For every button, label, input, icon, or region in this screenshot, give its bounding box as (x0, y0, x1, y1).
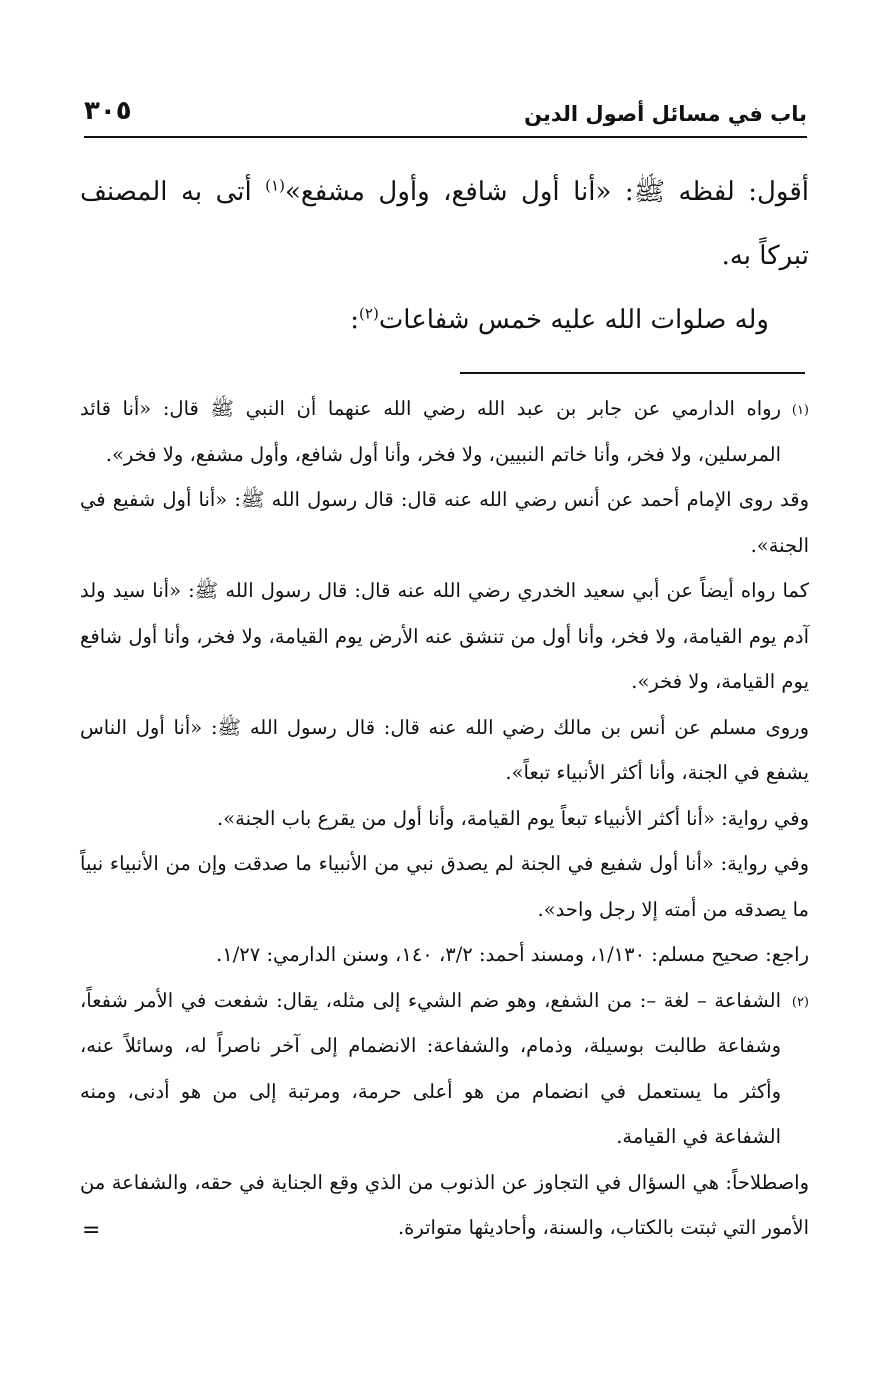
running-title: باب في مسائل أصول الدين (524, 102, 807, 126)
footnote-paragraph: كما رواه أيضاً عن أبي سعيد الخدري رضي الله عنه قال: قال رسول الله ﷺ: «أنا سيد ولد آدم يوم القيامة، ولا فخر، وأنا أول من تنشق عنه الأرض يوم القيامة، ولا فخر، وأنا أول شافع يوم القيامة، ولا فخر». (80, 579, 809, 693)
footnote-paragraph: وفي رواية: «أنا أكثر الأنبياء تبعاً يوم القيامة، وأنا أول من يقرع باب الجنة». (217, 806, 809, 830)
footnote-paragraph: واصطلاحاً: هي السؤال في التجاوز عن الذنوب من الذي وقع الجناية في حقه، والشفاعة من الأمور التي ثبتت بالكتاب، والسنة، وأحاديثها متواترة. (80, 1170, 809, 1239)
footnote-paragraph: وفي رواية: «أنا أول شفيع في الجنة لم يصدق نبي من الأنبياء ما صدقت وإن من الأنبياء نبياً ما يصدقه من أمته إلا رجل واحد». (80, 852, 809, 921)
page-number: ٣٠٥ (84, 96, 132, 126)
footnote-paragraph: وروى مسلم عن أنس بن مالك رضي الله عنه قال: قال رسول الله ﷺ: «أنا أول الناس يشفع في الجنة، وأنا أكثر الأنبياء تبعاً». (80, 715, 809, 784)
footnote-marker: (١) (791, 403, 809, 418)
footnote-paragraph: راجع: صحيح مسلم: ١/١٣٠، ومسند أحمد: ٣/٢، ١٤٠، وسنن الدارمي: ١/٢٧. (216, 943, 809, 966)
main-paragraph: أقول: لفظه ﷺ: «أنا أول شافع، وأول مشفع»$^{(١)}$ أتى به المصنف تبركاً به. (80, 176, 809, 271)
footnotes (80, 386, 809, 1251)
footnote-paragraph: الشفاعة – لغة –: من الشفع، وهو ضم الشيء إلى مثله، يقال: شفعت في الأمر شفعاً، وشفاعة طالبت بوسيلة، وذمام، والشفاعة: الانضمام إلى آخر ناصراً له، وسائلاً عنه، وأكثر ما يستعمل في انضمام من هو أعلى حرمة، ومرتبة إلى من هو أدنى، ومنه الشفاعة في القيامة. (80, 988, 781, 1148)
footnote-marker: (٢) (791, 994, 809, 1010)
footnote-ref: (٢) (359, 304, 379, 323)
footnote-paragraph: وقد روى الإمام أحمد عن أنس رضي الله عنه قال: قال رسول الله ﷺ: «أنا أول شفيع في الجنة». (80, 488, 809, 557)
continuation-mark: = (82, 1218, 101, 1243)
footnote-paragraph: رواه الدارمي عن جابر بن عبد الله رضي الله عنهما أن النبي ﷺ قال: «أنا قائد المرسلين، ولا فخر، وأنا خاتم النبيين، ولا فخر، وأنا أول شافع، وأول مشفع، ولا فخر». (80, 397, 781, 466)
page-header (84, 96, 807, 138)
footnote-separator (460, 372, 805, 374)
footnote-2 (80, 978, 809, 1160)
footnote-1 (80, 386, 809, 477)
footnote-ref: (١) (265, 176, 285, 195)
main-paragraph: وله صلوات الله عليه خمس شفاعات$^{(٢)}$: (350, 304, 769, 335)
main-text (80, 160, 809, 352)
